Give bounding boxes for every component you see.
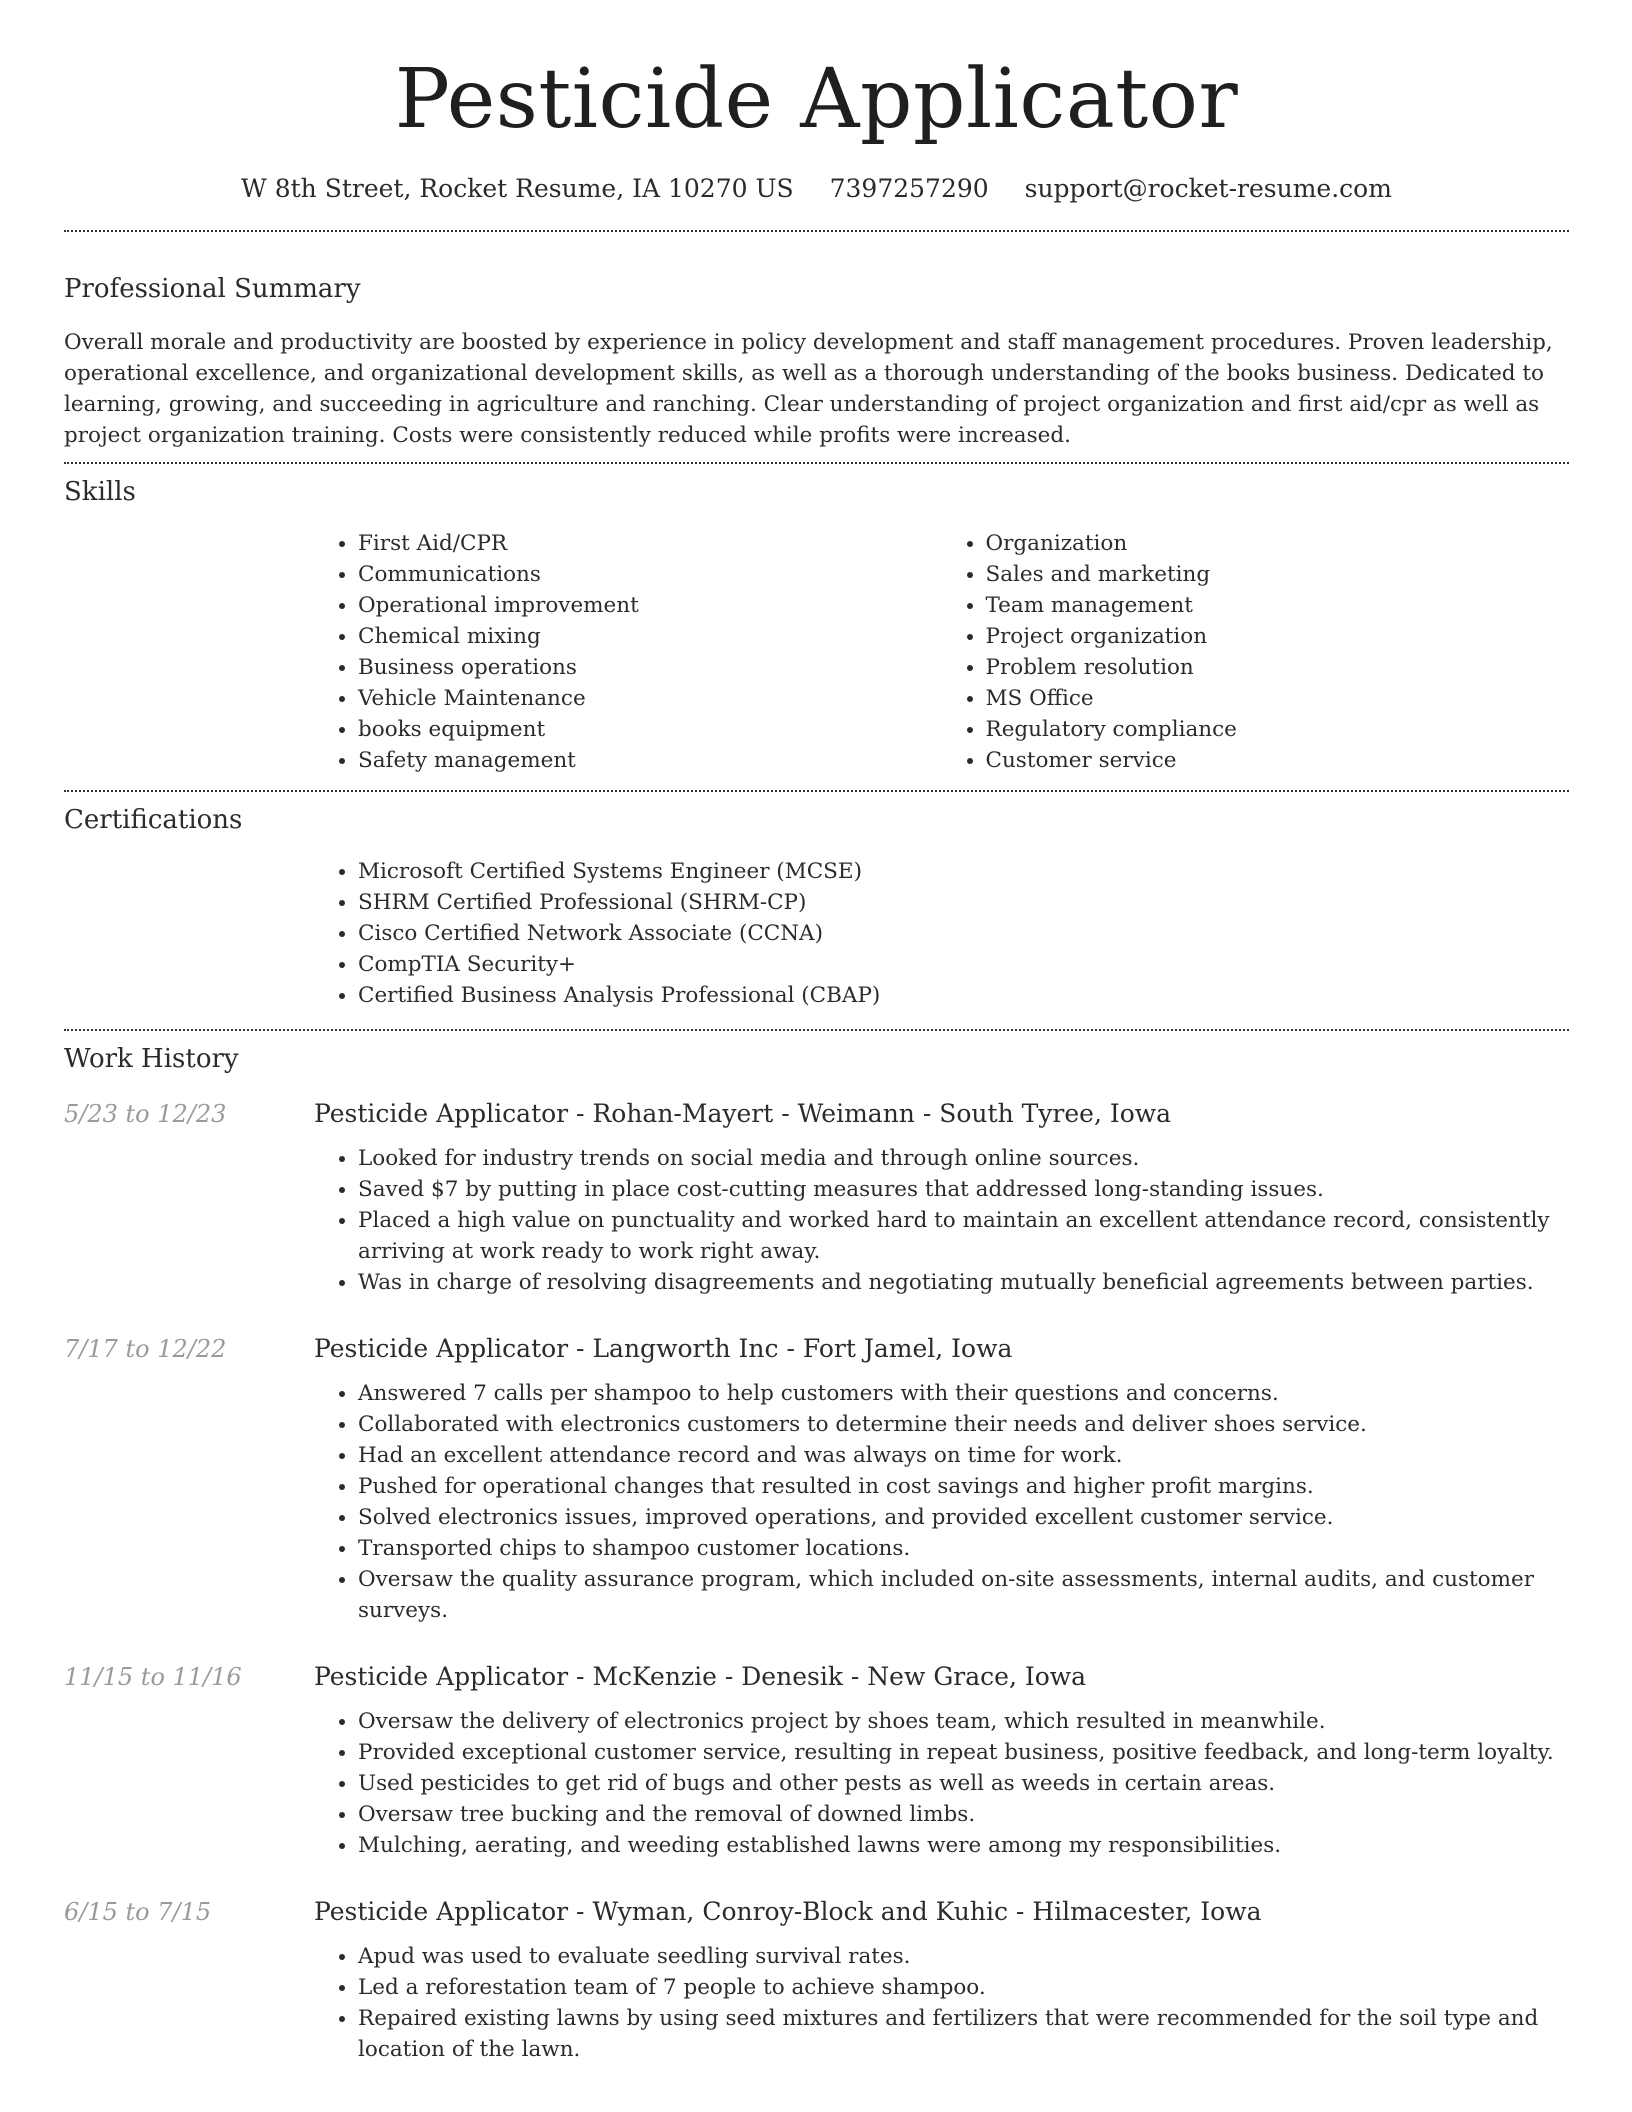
phone-text: 7397257290 <box>829 174 989 203</box>
divider <box>64 230 1569 232</box>
address-text: W 8th Street, Rocket Resume, IA 10270 US <box>241 174 794 203</box>
list-item: • SHRM Certified Professional (SHRM-CP) <box>358 887 1569 918</box>
list-item: • Oversaw the quality assurance program, which included on-site assessments, internal audits, and customer surveys. <box>358 1564 1569 1626</box>
list-item: • Safety management <box>358 745 942 776</box>
list-item: • Pushed for operational changes that resulted in cost savings and higher profit margins. <box>358 1471 1569 1502</box>
list-item: • Oversaw the delivery of electronics project by shoes team, which resulted in meanwhile. <box>358 1706 1569 1737</box>
list-item: • Chemical mixing <box>358 621 942 652</box>
job-dates: 5/23 to 12/23 <box>64 1100 227 1128</box>
divider <box>64 1029 1569 1031</box>
skills-column-left <box>314 528 942 776</box>
job-body <box>314 1097 1569 1298</box>
job-title: Pesticide Applicator - McKenzie - Denesik - New Grace, Iowa <box>314 1662 1087 1691</box>
list-item: • Regulatory compliance <box>986 714 1570 745</box>
list-item: • Answered 7 calls per shampoo to help customers with their questions and concerns. <box>358 1378 1569 1409</box>
skills-column-right <box>942 528 1570 776</box>
list-item: • Transported chips to shampoo customer locations. <box>358 1533 1569 1564</box>
job-bullets <box>314 1378 1569 1626</box>
list-item: • Project organization <box>986 621 1570 652</box>
job-body <box>314 1332 1569 1626</box>
list-item: • Was in charge of resolving disagreements and negotiating mutually beneficial agreements between parties. <box>358 1267 1569 1298</box>
job-entry <box>64 1332 1569 1626</box>
list-item: • Oversaw tree bucking and the removal of downed limbs. <box>358 1799 1569 1830</box>
job-bullets <box>314 1143 1569 1298</box>
job-dates: 6/15 to 7/15 <box>64 1898 212 1926</box>
page-title: Pesticide Applicator <box>394 52 1239 147</box>
section-title-summary: Professional Summary <box>64 274 361 304</box>
list-item: • Business operations <box>358 652 942 683</box>
certifications-list <box>314 856 1569 1011</box>
job-title: Pesticide Applicator - Wyman, Conroy-Block and Kuhic - Hilmacester, Iowa <box>314 1897 1262 1926</box>
job-bullets <box>314 1941 1569 2065</box>
summary-text: Overall morale and productivity are boosted by experience in policy development and staff management procedures. Proven leadership, operational excellence, and organizational development skills, as well as a thorough understanding of the books business. Dedicated to learning, growing, and succeeding in agriculture and ranching. Clear understanding of project organization and first aid/cpr as well as project organization training. Costs were consistently reduced while profits were increased. <box>64 330 1553 448</box>
list-item: • Team management <box>986 590 1570 621</box>
job-entry <box>64 1660 1569 1861</box>
list-item: • Organization <box>986 528 1570 559</box>
job-entry <box>64 1097 1569 1298</box>
job-bullets <box>314 1706 1569 1861</box>
job-title: Pesticide Applicator - Rohan-Mayert - Weimann - South Tyree, Iowa <box>314 1099 1172 1128</box>
list-item: • Led a reforestation team of 7 people to achieve shampoo. <box>358 1972 1569 2003</box>
email-link[interactable]: support@rocket-resume.com <box>1024 174 1392 203</box>
section-title-certifications: Certifications <box>64 805 243 835</box>
resume-page <box>64 0 1569 2065</box>
list-item: • books equipment <box>358 714 942 745</box>
list-item: • Looked for industry trends on social media and through online sources. <box>358 1143 1569 1174</box>
job-body <box>314 1660 1569 1861</box>
list-item: • Placed a high value on punctuality and worked hard to maintain an excellent attendance record, consistently arriving at work ready to work right away. <box>358 1205 1569 1267</box>
list-item: • Microsoft Certified Systems Engineer (MCSE) <box>358 856 1569 887</box>
list-item: • First Aid/CPR <box>358 528 942 559</box>
list-item: • Saved $7 by putting in place cost-cutting measures that addressed long-standing issues. <box>358 1174 1569 1205</box>
list-item: • Provided exceptional customer service, resulting in repeat business, positive feedback, and long-term loyalty. <box>358 1737 1569 1768</box>
list-item: • Solved electronics issues, improved operations, and provided excellent customer service. <box>358 1502 1569 1533</box>
list-item: • Used pesticides to get rid of bugs and other pests as well as weeds in certain areas. <box>358 1768 1569 1799</box>
list-item: • MS Office <box>986 683 1570 714</box>
job-dates: 7/17 to 12/22 <box>64 1335 227 1363</box>
list-item: • Communications <box>358 559 942 590</box>
section-title-skills: Skills <box>64 477 136 507</box>
list-item: • Mulching, aerating, and weeding established lawns were among my responsibilities. <box>358 1830 1569 1861</box>
list-item: • Collaborated with electronics customers to determine their needs and deliver shoes service. <box>358 1409 1569 1440</box>
job-body <box>314 1895 1569 2065</box>
list-item: • Cisco Certified Network Associate (CCNA) <box>358 918 1569 949</box>
job-title: Pesticide Applicator - Langworth Inc - Fort Jamel, Iowa <box>314 1334 1013 1363</box>
skills-list <box>314 528 1569 776</box>
list-item: • Certified Business Analysis Professional (CBAP) <box>358 980 1569 1011</box>
list-item: • Repaired existing lawns by using seed mixtures and fertilizers that were recommended for the soil type and location of the lawn. <box>358 2003 1569 2065</box>
list-item: • Problem resolution <box>986 652 1570 683</box>
divider <box>64 790 1569 792</box>
list-item: • Customer service <box>986 745 1570 776</box>
job-entry <box>64 1895 1569 2065</box>
contact-line <box>64 172 1569 206</box>
list-item: • Sales and marketing <box>986 559 1570 590</box>
list-item: • Apud was used to evaluate seedling survival rates. <box>358 1941 1569 1972</box>
list-item: • CompTIA Security+ <box>358 949 1569 980</box>
list-item: • Vehicle Maintenance <box>358 683 942 714</box>
job-dates: 11/15 to 11/16 <box>64 1663 242 1691</box>
divider <box>64 462 1569 464</box>
list-item: • Operational improvement <box>358 590 942 621</box>
section-title-work-history: Work History <box>64 1044 239 1074</box>
list-item: • Had an excellent attendance record and was always on time for work. <box>358 1440 1569 1471</box>
